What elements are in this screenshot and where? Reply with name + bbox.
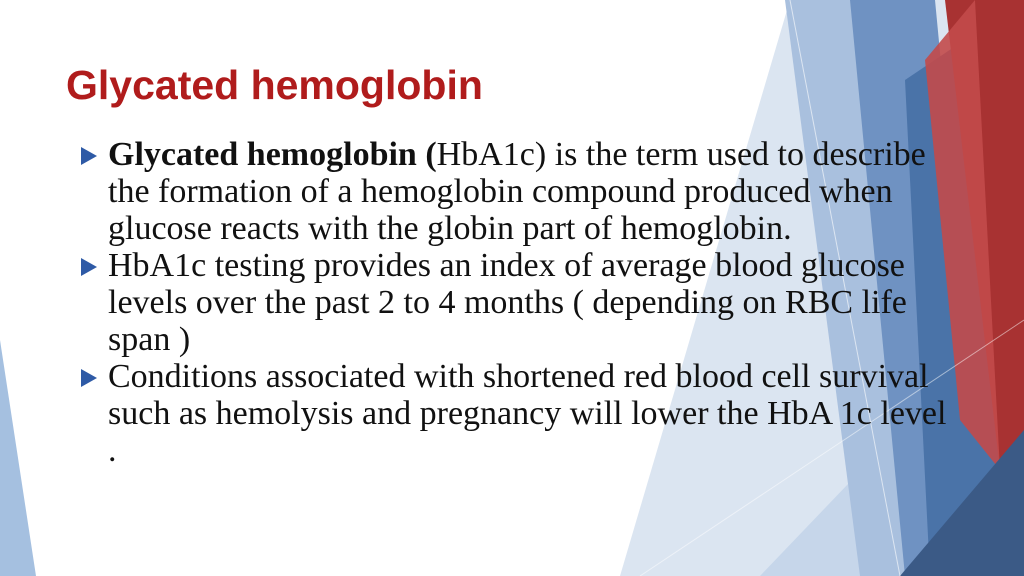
bullet-item-1 — [77, 136, 957, 247]
bullet-text: HbA1c) is the term used to describe the formation of a hemoglobin compound produced when glucose reacts with the globin part of hemoglobin. — [108, 136, 926, 247]
bullet-arrow-icon — [81, 258, 97, 276]
bullet-item-2 — [77, 247, 957, 358]
left-edge-band — [0, 340, 36, 576]
bullet-arrow-icon — [81, 147, 97, 165]
bullet-text: Conditions associated with shortened red blood cell survival such as hemolysis and pregnancy will lower the HbA 1c level . — [108, 358, 947, 469]
bullet-item-3 — [77, 358, 957, 469]
bullet-bold-term: Glycated hemoglobin ( — [108, 136, 437, 173]
bullet-arrow-icon — [81, 369, 97, 387]
bullet-text: HbA1c testing provides an index of average blood glucose levels over the past 2 to 4 months ( depending on RBC life span ) — [108, 247, 907, 358]
slide-title: Glycated hemoglobin — [66, 62, 483, 108]
bullet-list — [77, 136, 957, 469]
